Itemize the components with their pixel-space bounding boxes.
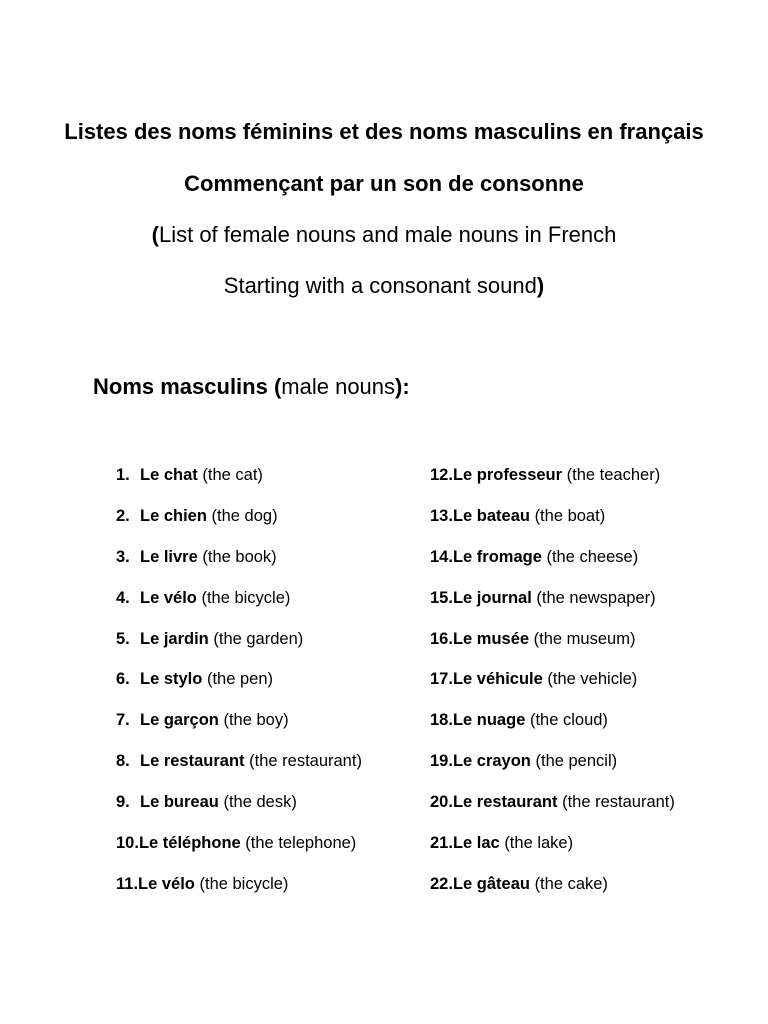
french-noun: Le gâteau (452, 874, 530, 893)
english-translation: (the newspaper) (536, 588, 656, 607)
english-translation: (the cheese) (546, 547, 639, 566)
french-noun: Le chat (140, 466, 198, 484)
english-translation: (the book) (202, 547, 277, 566)
item-number: 14. (430, 547, 453, 566)
section-label-french: Noms masculins ( (93, 374, 282, 399)
list-item (116, 748, 362, 789)
french-noun: Le chien (140, 506, 207, 525)
french-noun: Le bureau (140, 793, 219, 812)
section-heading-masculine-nouns (93, 372, 410, 402)
list-item (430, 707, 675, 748)
item-number: 13. (430, 506, 453, 525)
item-number: 21. (430, 834, 453, 853)
open-paren: ( (151, 222, 159, 247)
english-translation: (the boat) (534, 506, 606, 525)
item-number: 6. (116, 670, 130, 689)
noun-list-left (116, 462, 362, 912)
item-number: 19. (430, 752, 453, 771)
french-noun: Le restaurant (140, 752, 245, 771)
french-noun: Le garçon (140, 711, 219, 730)
list-item (116, 871, 362, 912)
item-number: 20. (430, 793, 453, 812)
french-noun: Le nuage (452, 711, 526, 730)
item-number: 5. (116, 629, 130, 648)
list-item (116, 830, 362, 871)
list-item (430, 748, 675, 789)
item-number: 17. (430, 670, 453, 689)
section-label-end: ): (395, 374, 410, 399)
french-noun: Le jardin (140, 629, 209, 648)
item-number: 9. (116, 793, 130, 812)
french-noun: Le téléphone (138, 834, 241, 853)
french-noun: Le livre (140, 547, 198, 566)
french-noun: Le fromage (452, 547, 542, 566)
item-number: 22. (430, 874, 453, 893)
item-number: 10. (116, 834, 139, 853)
english-translation: (the vehicle) (547, 670, 638, 689)
english-translation: (the telephone) (245, 834, 357, 853)
english-translation: (the bicycle) (199, 874, 289, 893)
french-noun: Le lac (452, 834, 500, 853)
list-item (116, 789, 362, 830)
english-translation: (the restaurant) (562, 793, 675, 812)
english-translation: (the restaurant) (249, 752, 362, 771)
english-translation: (the bicycle) (201, 588, 291, 607)
item-number: 2. (116, 506, 130, 525)
list-item (430, 830, 675, 871)
english-line-2-text: Starting with a consonant sound (223, 273, 537, 298)
title-english-line-2 (0, 271, 768, 301)
section-label-translation: male nouns (281, 374, 396, 399)
list-item (430, 789, 675, 830)
english-translation: (the lake) (504, 834, 574, 853)
french-noun: Le vélo (140, 588, 197, 607)
title-french-line-1: Listes des noms féminins et des noms masculins en français (64, 119, 704, 144)
item-number: 16. (430, 629, 453, 648)
french-noun: Le restaurant (452, 793, 558, 812)
item-number: 8. (116, 752, 130, 771)
item-number: 3. (116, 547, 130, 566)
english-line-1-text: List of female nouns and male nouns in French (158, 222, 617, 247)
list-item (116, 585, 362, 626)
list-item (430, 585, 675, 626)
english-translation: (the pencil) (535, 752, 618, 771)
english-translation: (the cake) (534, 874, 608, 893)
english-translation: (the teacher) (566, 466, 661, 484)
english-translation: (the museum) (533, 629, 636, 648)
item-number: 4. (116, 588, 130, 607)
french-noun: Le stylo (140, 670, 203, 689)
french-noun: Le vélo (138, 874, 195, 893)
english-translation: (the garden) (213, 629, 304, 648)
item-number: 11. (116, 874, 139, 893)
item-number: 7. (116, 711, 130, 730)
item-number: 18. (430, 711, 453, 730)
title-english-line-1 (0, 220, 768, 250)
list-item (116, 626, 362, 667)
title-french-line-2: Commençant par un son de consonne (184, 171, 584, 196)
french-noun: Le crayon (452, 752, 531, 771)
item-number: 12. (430, 466, 453, 484)
item-number: 1. (116, 466, 130, 484)
english-translation: (the cloud) (529, 711, 608, 730)
english-translation: (the dog) (211, 506, 278, 525)
list-item (430, 462, 675, 503)
french-noun: Le bateau (452, 506, 530, 525)
list-item (430, 871, 675, 912)
list-item (116, 707, 362, 748)
english-translation: (the pen) (206, 670, 273, 689)
english-translation: (the desk) (223, 793, 297, 812)
list-item (116, 462, 362, 503)
noun-list-right (430, 462, 675, 912)
close-paren: ) (536, 273, 545, 298)
french-noun: Le journal (452, 588, 532, 607)
french-noun: Le véhicule (452, 670, 543, 689)
list-item (116, 544, 362, 585)
french-noun: Le professeur (452, 466, 563, 484)
list-item (116, 666, 362, 707)
list-item (430, 666, 675, 707)
english-translation: (the boy) (223, 711, 289, 730)
list-item (430, 626, 675, 667)
list-item (430, 544, 675, 585)
list-item (430, 503, 675, 544)
list-item (116, 503, 362, 544)
french-noun: Le musée (452, 629, 530, 648)
english-translation: (the cat) (202, 466, 263, 484)
item-number: 15. (430, 588, 453, 607)
